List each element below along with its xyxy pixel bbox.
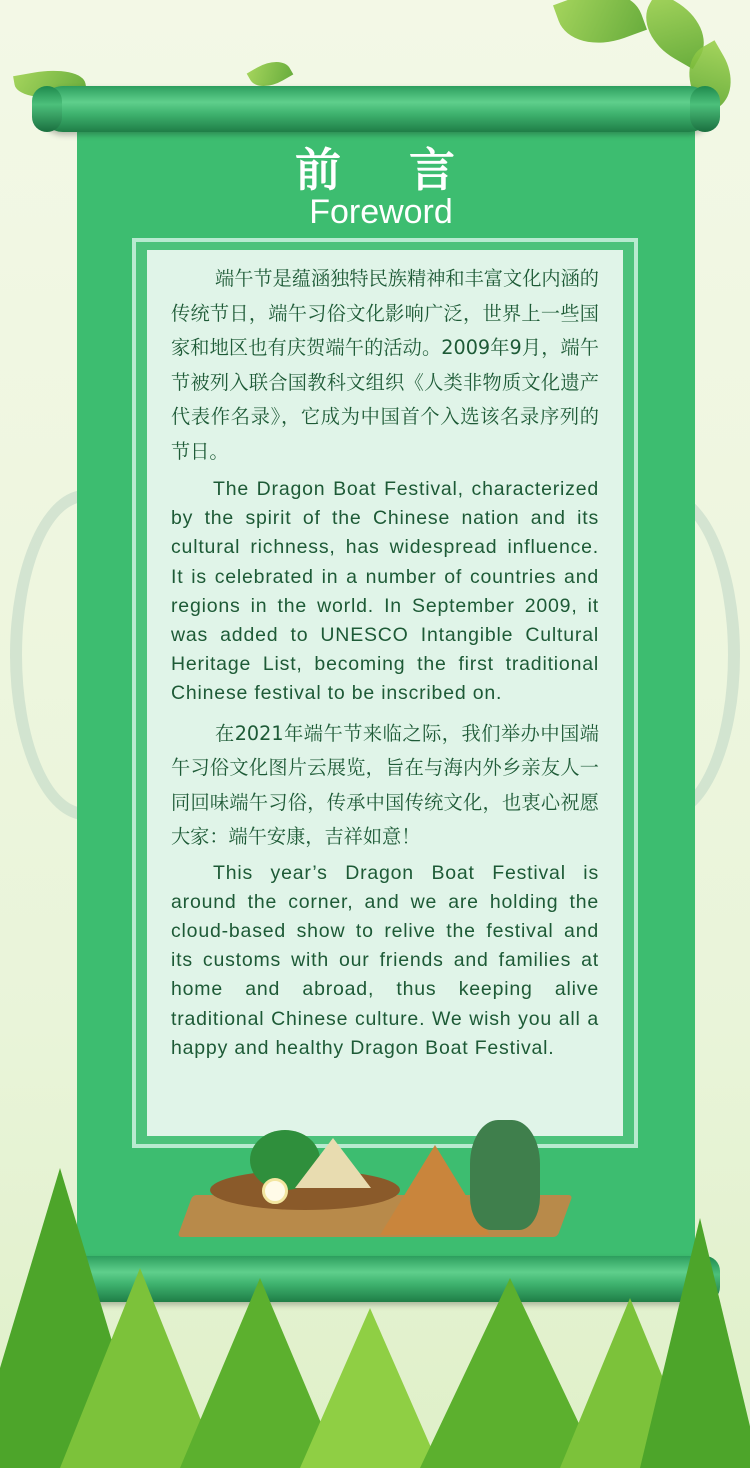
title-english: Foreword <box>309 193 453 231</box>
zongzi-icon <box>295 1138 371 1188</box>
leaf-decoration <box>553 0 647 57</box>
paragraph-chinese-1: 端午节是蕴涵独特民族精神和丰富文化内涵的传统节日，端午习俗文化影响广泛，世界上一些国家和地区也有庆贺端午的活动。2009年9月，端午节被列入联合国教科文组织《人类非物质文化遗产代表作名录》，它成为中国首个入选该名录序列的节日。 <box>171 267 599 463</box>
bamboo-leaf <box>300 1308 440 1468</box>
title-chinese: 前 言 <box>294 143 481 197</box>
paragraph-chinese-2: 在2021年端午节来临之际，我们举办中国端午习俗文化图片云展览，旨在与海内外乡亲友人一同回味端午习俗，传承中国传统文化，也衷心祝愿大家：端午安康，吉祥如意！ <box>171 721 599 849</box>
zongzi-leaf-wrap <box>470 1120 540 1230</box>
paragraph-english-1: The Dragon Boat Festival, characterized by the spirit of the Chinese nation and its cultural richness, has widespread influence. It is celebrated in a number of countries and regions in the world. In September 2009, it was added to UNESCO Intangible Cultural Heritage List, becoming the first traditional Chinese festival to be inscribed on. <box>171 478 599 705</box>
flower-icon <box>262 1178 288 1204</box>
foreword-content <box>171 262 599 1063</box>
roller-cap-right <box>690 86 720 132</box>
paragraph-english-2: This year’s Dragon Boat Festival is around the corner, and we are holding the cloud-based show to relive the festival and its customs with our friends and families at home and abroad, thus keeping alive traditional Chinese culture. We wish you all a happy and healthy Dragon Boat Festival. <box>171 861 599 1059</box>
bamboo-leaf <box>640 1218 750 1468</box>
roller-cap-left <box>32 86 62 132</box>
scroll-roller-top <box>40 86 712 132</box>
